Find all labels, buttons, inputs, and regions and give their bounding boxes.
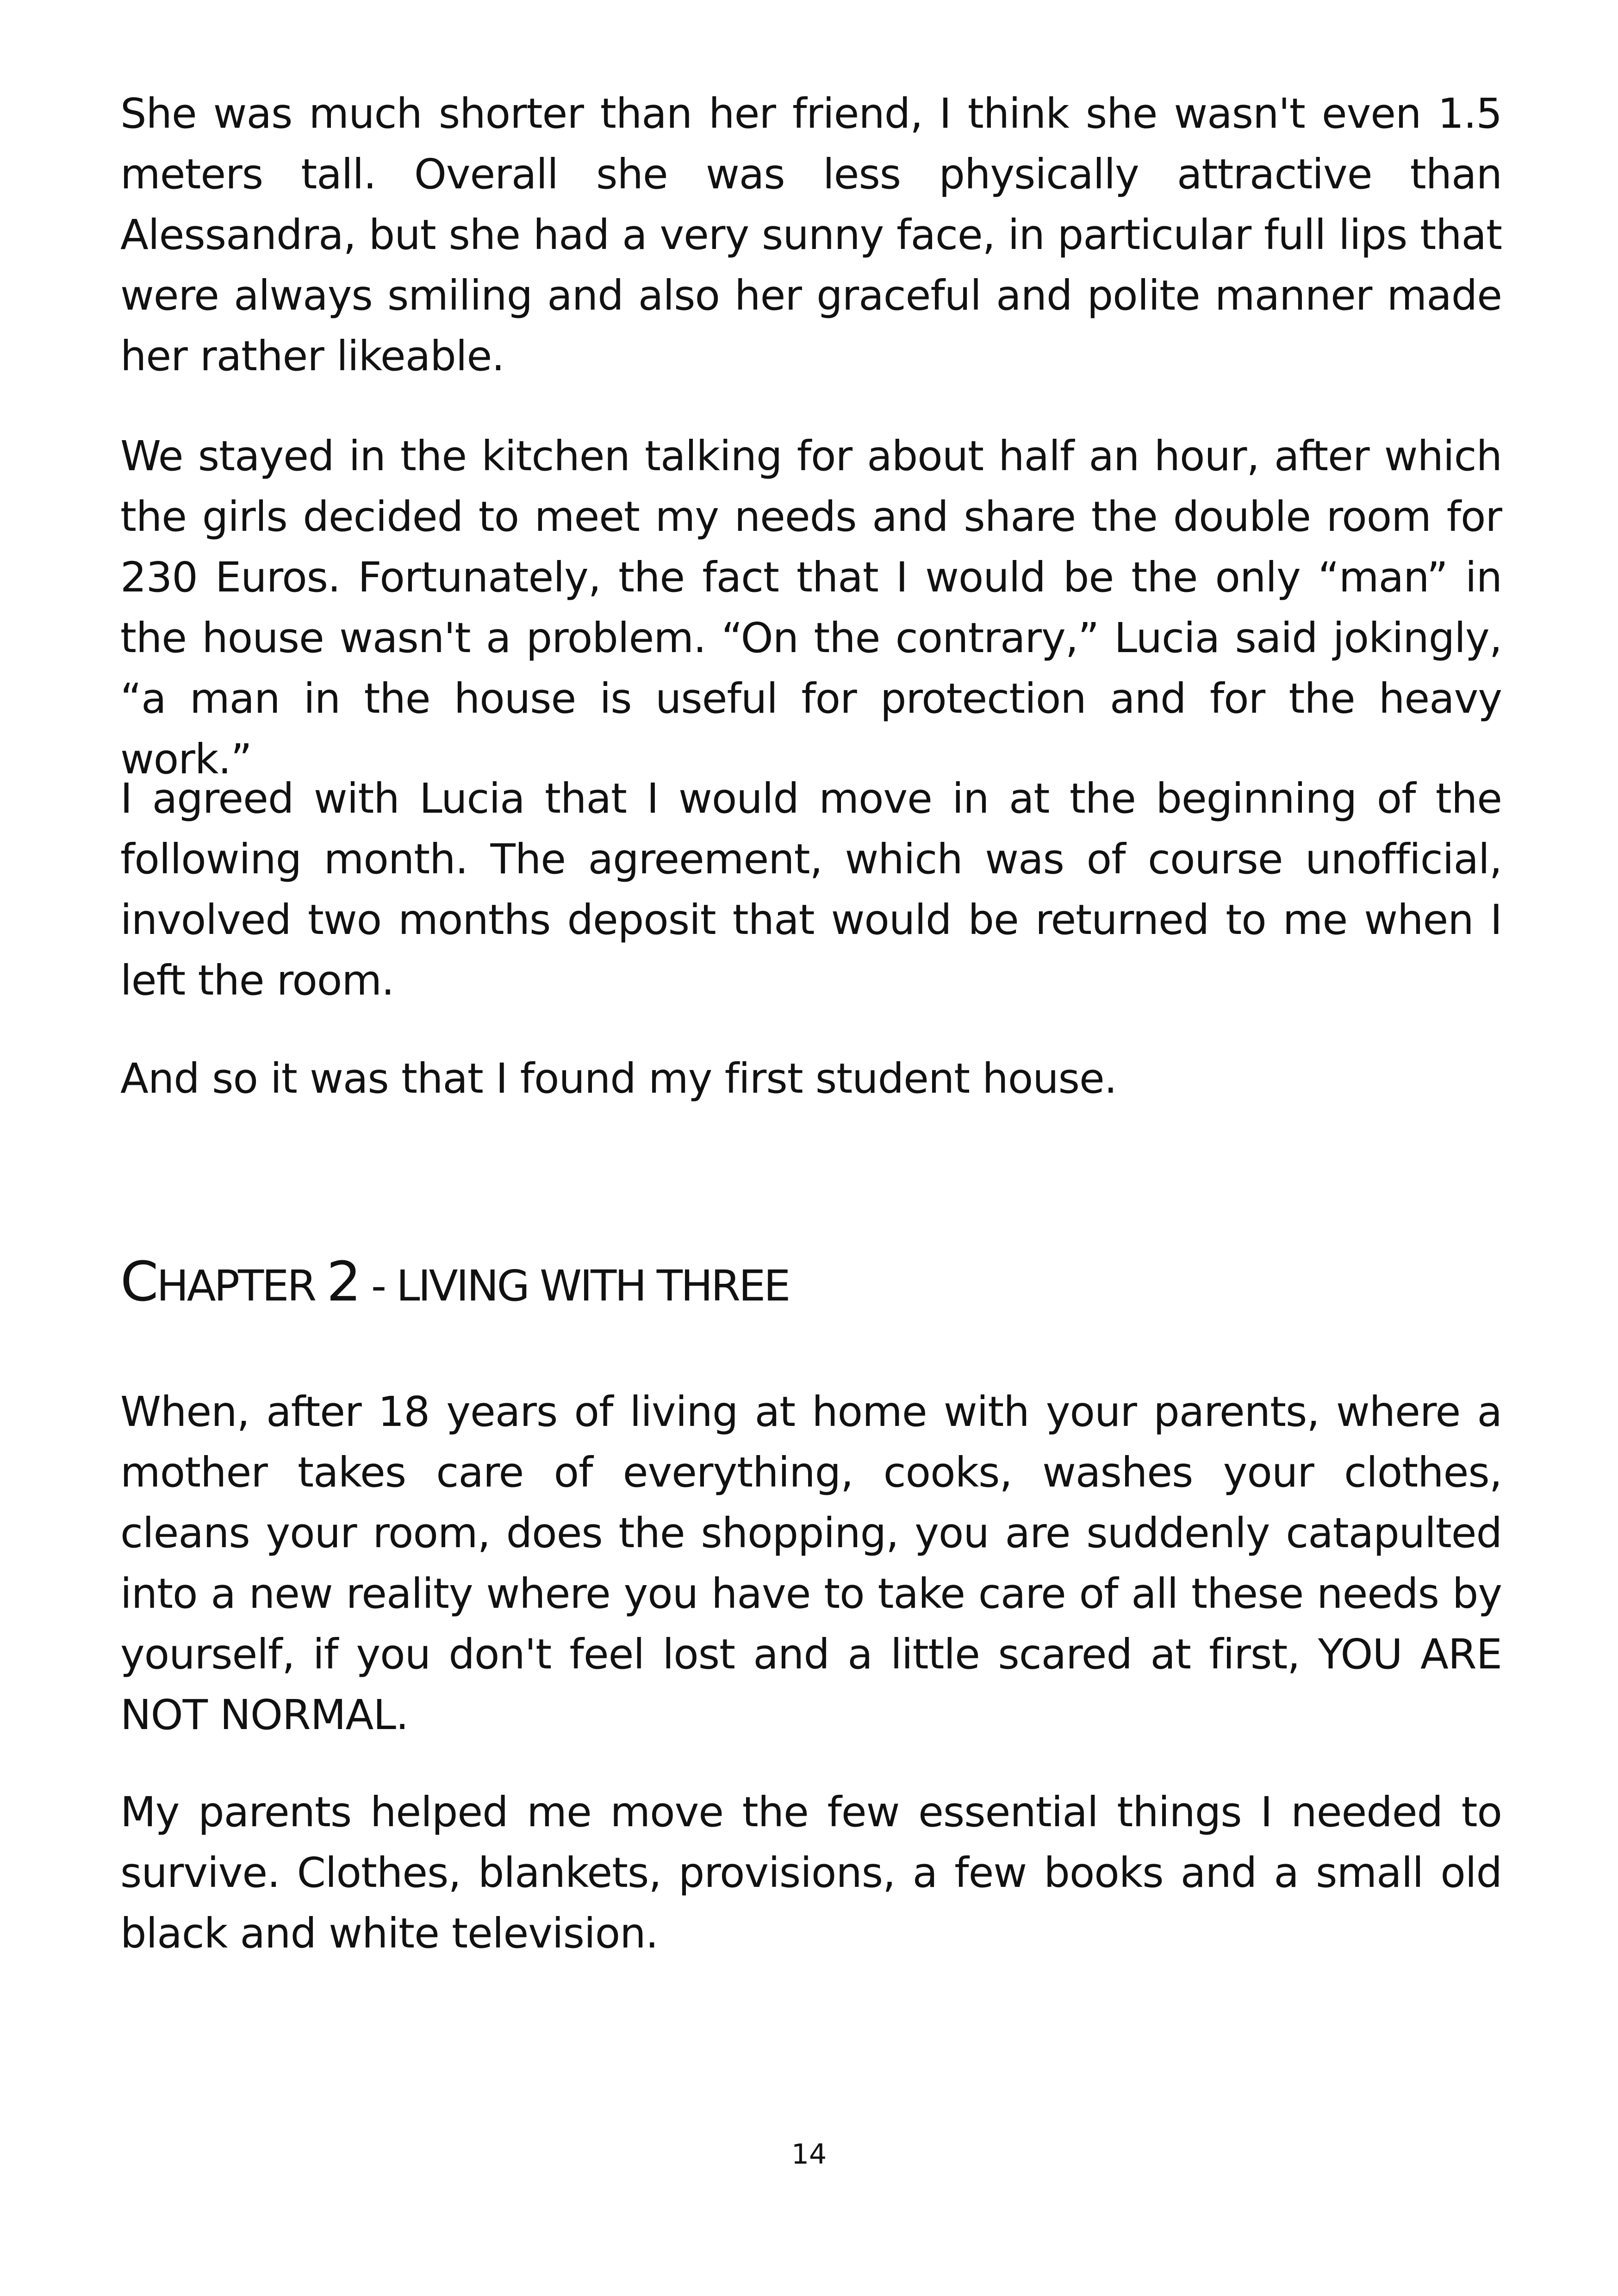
page-number: 14 [791,2138,827,2171]
chapter-heading-number: 2 [326,1250,360,1313]
chapter-heading-subtitle: - LIVING WITH THREE [359,1261,789,1311]
chapter-heading-word: HAPTER [156,1261,327,1311]
paragraph-description-lucia: She was much shorter than her friend, I think she wasn't even 1.5 meters tall. Overall she was less physically attractive than Alessandra, but she had a very sunny face, in particular full lips that were always smiling and also her graceful and polite manner made her rather likeable. [120,89,1502,380]
chapter-heading-initial: C [120,1250,157,1313]
paragraph-kitchen-talk: We stayed in the kitchen talking for about half an hour, after which the girls decided to meet my needs and share the double room for 230 Euros. Fortunately, the fact that I would be the only “man” in the house wasn't a problem. “On the contrary,” Lucia said jokingly, “a man in the house is useful for protection and for the heavy work.” [120,432,1502,783]
paragraph-first-student-house: And so it was that I found my first student house. [120,1054,1117,1102]
chapter-heading [120,1250,789,1313]
paragraph-agreement: I agreed with Lucia that I would move in at the beginning of the following month. The agreement, which was of course unofficial, involved two months deposit that would be returned to me when I left the room. [120,774,1502,1004]
paragraph-leaving-home: When, after 18 years of living at home with your parents, where a mother takes care of everything, cooks, washes your clothes, cleans your room, does the shopping, you are suddenly catapulted into a new reality where you have to take care of all these needs by yourself, if you don't feel lost and a little scared at first, YOU ARE NOT NORMAL. [120,1388,1502,1739]
paragraph-moving-things: My parents helped me move the few essential things I needed to survive. Clothes, blankets, provisions, a few books and a small old black and white television. [120,1788,1502,1957]
